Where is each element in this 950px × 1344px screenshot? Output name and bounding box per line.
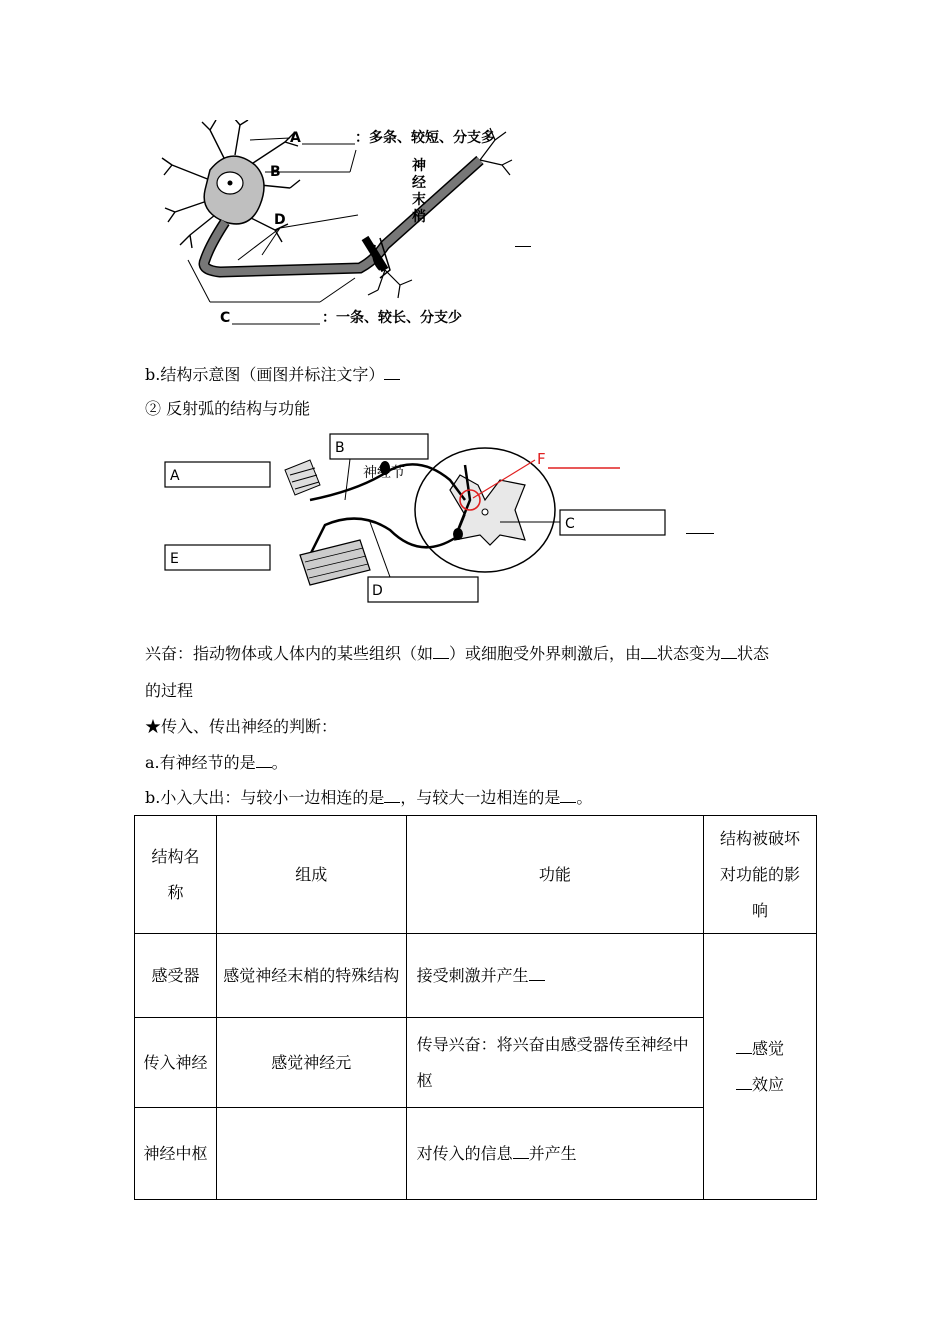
judge-a [145, 750, 288, 773]
answer-blank-3[interactable] [686, 519, 714, 534]
terminal-char-3: 末 [412, 192, 426, 208]
reflex-arc-diagram [160, 430, 720, 610]
table-header-row [135, 816, 817, 934]
neuron-label-a: A [290, 130, 301, 146]
cell-function: 传导兴奋：将兴奋由感受器传至神经中枢 [406, 1018, 704, 1108]
excite-blank-3[interactable] [721, 644, 737, 659]
cell-name: 传入神经 [135, 1018, 217, 1108]
header-name: 结构名称 [135, 816, 217, 934]
judge-b-blank-2[interactable] [560, 788, 576, 803]
neuron-label-b: B [270, 164, 281, 180]
excite-text-b: ）或细胞受外界刺激后，由 [449, 644, 642, 663]
cell-composition: 感觉神经末梢的特殊结构 [216, 934, 406, 1018]
cell-function [406, 934, 704, 1018]
excitation-line-1 [145, 641, 769, 664]
excitation-line-2: 的过程 [145, 681, 194, 700]
function-blank-1[interactable] [529, 966, 545, 981]
judge-b-blank-1[interactable] [384, 788, 400, 803]
effect-blank-2[interactable] [736, 1075, 752, 1090]
function-text: 对传入的信息 [416, 1143, 513, 1163]
terminal-char-2: 经 [412, 175, 426, 191]
excite-blank-2[interactable] [641, 644, 657, 659]
neuron-diagram [150, 120, 540, 335]
arc-box-d-label: D [372, 583, 383, 599]
arc-box-c-label: C [565, 516, 575, 532]
arc-label-f: F [537, 450, 546, 468]
excite-text-d: 状态 [737, 644, 770, 663]
judge-b-text-2: ，与较大一边相连的是 [400, 788, 561, 807]
section-reflex-arc: ② 反射弧的结构与功能 [145, 399, 311, 418]
function-text: 接受刺激并产生 [416, 965, 529, 985]
judge-b-text-1: b.小入大出：与较小一边相连的是 [145, 788, 385, 807]
judge-b [145, 785, 592, 808]
table-row [135, 934, 817, 1018]
cell-composition [216, 1108, 406, 1200]
cell-effect [704, 934, 817, 1200]
function-blank-3[interactable] [513, 1144, 529, 1159]
cell-name: 感受器 [135, 934, 217, 1018]
answer-blank-2[interactable] [384, 365, 400, 380]
excite-text-c: 状态变为 [657, 644, 722, 663]
neuron-label-d: D [274, 212, 286, 228]
cell-function [406, 1108, 704, 1200]
excite-blank-1[interactable] [433, 644, 449, 659]
judge-a-end: 。 [271, 753, 288, 772]
arc-box-a-label: A [170, 468, 180, 484]
header-effect: 结构被破坏对功能的影响 [704, 816, 817, 934]
answer-blank-1[interactable] [515, 232, 531, 247]
arc-box-b-label: B [335, 440, 345, 456]
reflex-arc-table [134, 815, 817, 1200]
neuron-desc-c: ：一条、较长、分支少 [322, 310, 462, 326]
line-b-text: b.结构示意图（画图并标注文字） [145, 365, 385, 384]
cell-name: 神经中枢 [135, 1108, 217, 1200]
terminal-char-1: 神 [412, 158, 426, 174]
effect-text-1: 感觉 [752, 1038, 785, 1058]
judge-a-blank[interactable] [256, 753, 272, 768]
effect-text-2: 效应 [752, 1074, 785, 1094]
judge-b-end: 。 [576, 788, 593, 807]
line-structure-diagram [145, 362, 400, 385]
effect-blank-1[interactable] [736, 1039, 752, 1054]
function-tail: 并产生 [528, 1143, 577, 1163]
neuron-label-c: C [220, 310, 231, 326]
judge-title: ★传入、传出神经的判断： [145, 717, 338, 736]
ganglion-label: 神经节 [363, 465, 405, 481]
terminal-char-4: 梢 [412, 209, 426, 225]
cell-composition: 感觉神经元 [216, 1018, 406, 1108]
header-composition: 组成 [216, 816, 406, 934]
header-function: 功能 [406, 816, 704, 934]
excite-text-a: 兴奋：指动物体或人体内的某些组织（如 [145, 644, 434, 663]
arc-box-e-label: E [170, 551, 179, 567]
judge-a-text: a.有神经节的是 [145, 753, 256, 772]
neuron-desc-a: ：多条、较短、分支多 [355, 130, 495, 146]
